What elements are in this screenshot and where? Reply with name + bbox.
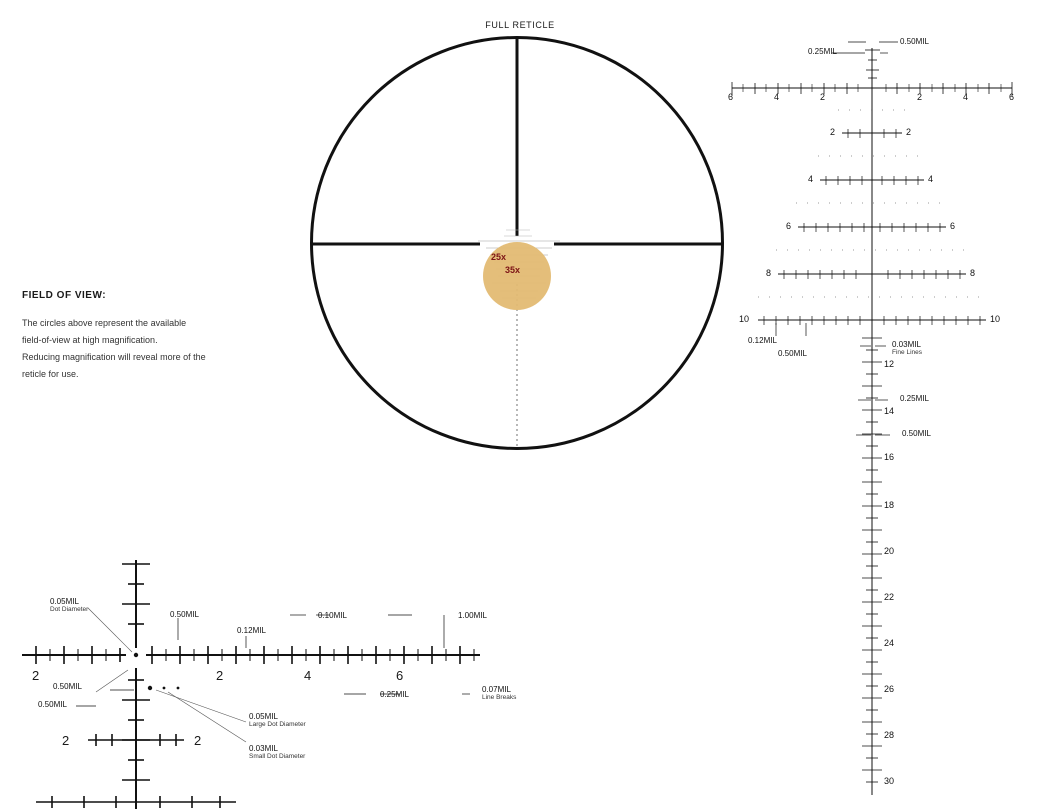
- right-row-8-right: 8: [970, 268, 976, 278]
- annotation-012mil: 0.12MIL: [748, 336, 777, 345]
- right-row-4-left: 4: [808, 174, 814, 184]
- annotation-050mil-upper: 0.50MIL: [170, 610, 199, 619]
- annotation-small-dot-diameter: [249, 744, 305, 760]
- annotation-line-breaks-value: 0.07MIL: [482, 685, 511, 694]
- annotation-large-dot-sub: Large Dot Diameter: [249, 721, 306, 728]
- right-row-2-left: 2: [830, 127, 836, 137]
- field-of-view-block: [22, 290, 252, 383]
- magnification-label-25x: 25x: [491, 252, 507, 262]
- detail-h-number-6: 6: [396, 668, 404, 683]
- detail-h-number-2-left: 2: [32, 668, 40, 683]
- right-v-scale-14: 14: [884, 406, 895, 416]
- right-v-scale-18: 18: [884, 500, 895, 510]
- annotation-010mil: 0.10MIL: [318, 611, 347, 620]
- annotation-050mil-lower-2: 0.50MIL: [902, 429, 931, 438]
- right-v-scale-24: 24: [884, 638, 895, 648]
- detail-lower-number-2-right: 2: [194, 733, 202, 748]
- full-reticle-diagram: [310, 36, 730, 456]
- detail-h-number-4: 4: [304, 668, 312, 683]
- right-row-10-right: 10: [990, 314, 1001, 324]
- right-reticle-svg: [720, 20, 1040, 809]
- annotation-line-breaks-sub: Line Breaks: [482, 694, 517, 701]
- annotation-025mil-top: 0.25MIL: [808, 47, 837, 56]
- right-h-tick-6-right: 6: [1009, 92, 1015, 102]
- annotation-025mil-detail: 0.25MIL: [380, 690, 409, 699]
- right-reticle-diagram: [720, 20, 1040, 809]
- right-row-6-left: 6: [786, 221, 792, 231]
- annotation-012mil-detail: 0.12MIL: [237, 626, 266, 635]
- right-v-scale-22: 22: [884, 592, 895, 602]
- magnification-label-35x: 35x: [505, 265, 521, 275]
- fov-line-1: The circles above represent the available: [22, 318, 187, 328]
- annotation-003mil-sub: Fine Lines: [892, 349, 922, 356]
- right-h-tick-2-left: 2: [820, 92, 826, 102]
- field-of-view-body: [22, 315, 252, 383]
- annotation-small-dot-value: 0.03MIL: [249, 744, 278, 753]
- annotation-025mil-lower: 0.25MIL: [900, 394, 929, 403]
- annotation-line-breaks: [482, 685, 516, 701]
- annotation-050mil-top: 0.50MIL: [900, 37, 929, 46]
- annotation-large-dot-diameter: [249, 712, 306, 728]
- annotation-large-dot-value: 0.05MIL: [249, 712, 278, 721]
- right-row-2-right: 2: [906, 127, 912, 137]
- right-row-6-right: 6: [950, 221, 956, 231]
- fov-line-4: reticle for use.: [22, 369, 79, 380]
- annotation-003mil-fine-lines: [892, 340, 922, 356]
- annotation-dot-diameter-value: 0.05MIL: [50, 597, 79, 606]
- right-h-tick-4-left: 4: [774, 92, 780, 102]
- annotation-050mil-left-a: 0.50MIL: [53, 682, 82, 691]
- right-v-scale-20: 20: [884, 546, 895, 556]
- annotation-003mil-value: 0.03MIL: [892, 340, 921, 349]
- right-v-scale-26: 26: [884, 684, 895, 694]
- annotation-dot-diameter-sub: Dot Diameter: [50, 606, 89, 613]
- annotation-dot-diameter: [50, 597, 88, 613]
- annotation-050mil-lower: 0.50MIL: [778, 349, 807, 358]
- fov-line-3: Reducing magnification will reveal more of the: [22, 352, 206, 363]
- field-of-view-heading: FIELD OF VIEW:: [22, 290, 107, 301]
- page-title: FULL RETICLE: [485, 20, 555, 30]
- right-row-4-right: 4: [928, 174, 934, 184]
- right-v-scale-30: 30: [884, 776, 895, 786]
- annotation-small-dot-sub: Small Dot Diameter: [249, 753, 306, 760]
- right-h-tick-4-right: 4: [963, 92, 969, 102]
- detail-lower-number-2-left: 2: [62, 733, 70, 748]
- right-row-8-left: 8: [766, 268, 772, 278]
- annotation-100mil: 1.00MIL: [458, 611, 487, 620]
- detail-h-number-2-right: 2: [216, 668, 224, 683]
- right-h-tick-2-right: 2: [917, 92, 923, 102]
- right-v-scale-12: 12: [884, 359, 895, 369]
- right-v-scale-16: 16: [884, 452, 895, 462]
- right-h-tick-6-left: 6: [728, 92, 734, 102]
- detail-reticle-svg: [0, 540, 540, 809]
- right-row-10-left: 10: [739, 314, 750, 324]
- right-v-scale-28: 28: [884, 730, 895, 740]
- fov-line-2: field-of-view at high magnification.: [22, 335, 158, 346]
- annotation-050mil-left-b: 0.50MIL: [38, 700, 67, 709]
- detail-reticle-diagram: [0, 540, 540, 809]
